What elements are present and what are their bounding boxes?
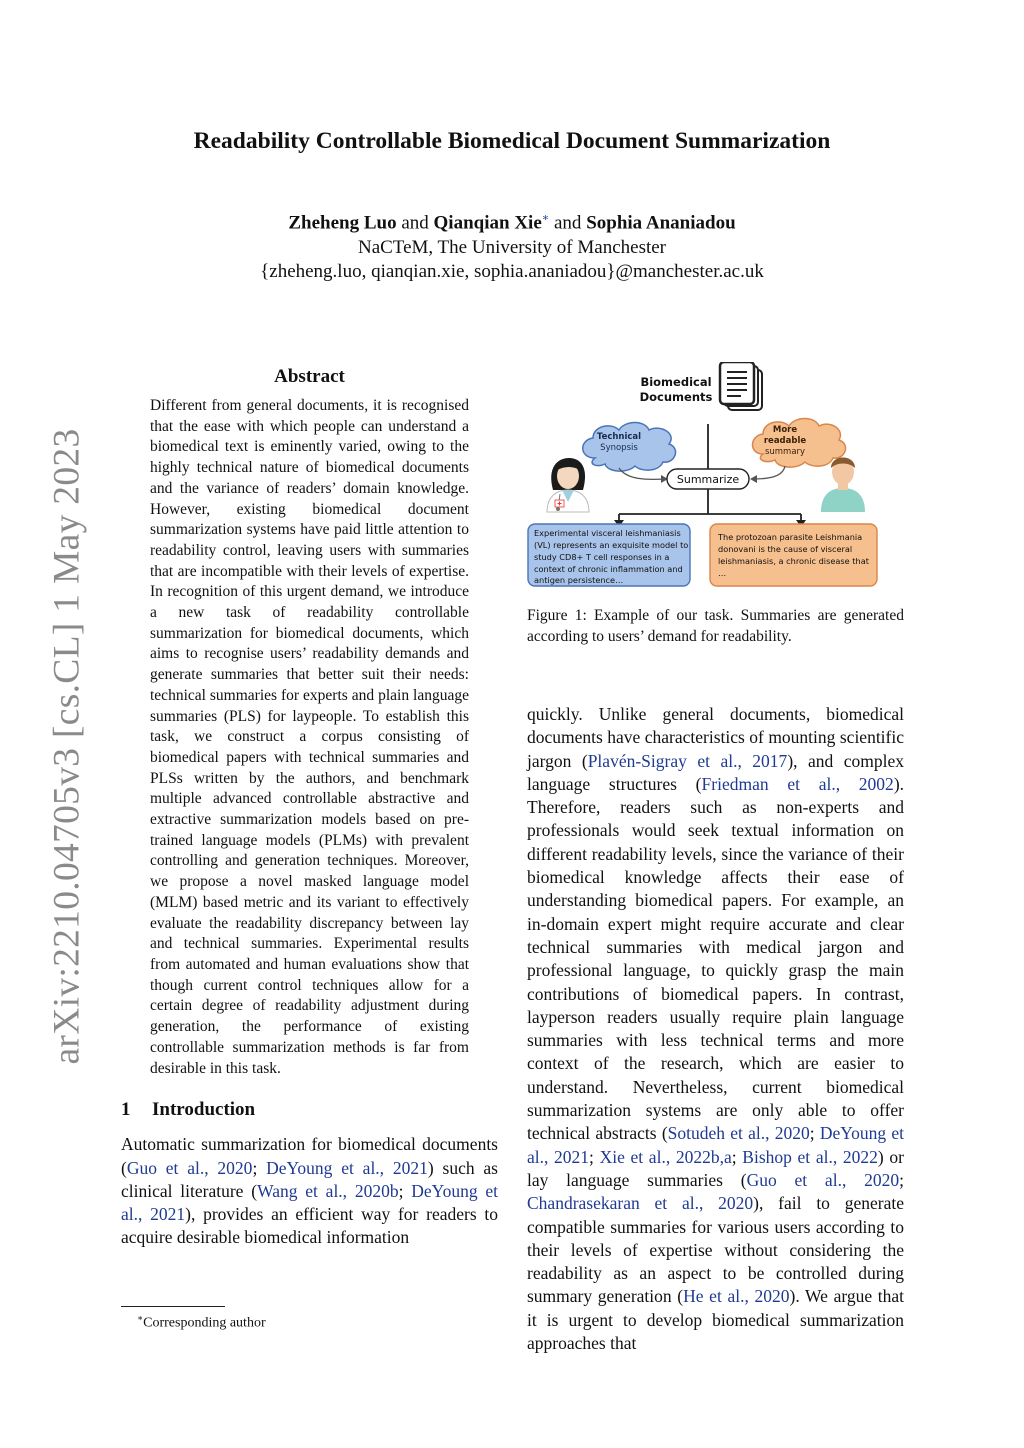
- abstract-heading: Abstract: [274, 366, 345, 387]
- plain-line-1: The protozoan parasite Leishmania: [718, 532, 863, 542]
- technical-line-5: antigen persistence…: [534, 575, 624, 585]
- plain-line-2: donovani is the cause of visceral: [718, 544, 853, 554]
- text-run: ), fail to generate compatible summaries for various users according to their levels of expertise without considering the readability as an aspect to be controlled during summary generation (: [527, 1193, 904, 1307]
- figure-1: [527, 362, 904, 592]
- figure-caption: Figure 1: Example of our task. Summaries are generated according to users’ demand for readability.: [527, 607, 904, 645]
- arrow-right-curve: [753, 466, 785, 479]
- text-run: ) or lay language summaries (: [527, 1146, 904, 1190]
- abstract-text: Different from general documents, it is recognised that the ease with which people can understand a biomedical text is eminently varied, owing to the highly technical nature of biomedical documents and the variance of readers’ domain knowledge. However, existing biomedical document summarization systems have paid little attention to readability control, leaving users with summaries that are incompatible with their levels of expertise. In recognition of this urgent demand, we introduce a new task of readability controllable summarization for biomedical documents, which aims to recognise users’ readability demands and generate summaries that better suit their needs: technical summaries for experts and plain language summaries (PLS) for laypeople. To establish this task, we construct a corpus consisting of biomedical papers with technical summaries and PLSs written by the authors, and benchmark multiple advanced controllable abstractive and extractive summarization models based on pre-trained language models (PLMs) with prevalent controlling and generation techniques. Moreover, we propose a novel masked language model (MLM) based metric and its variant to effectively evaluate the readability discrepancy between lay and technical summaries. Experimental results from automated and human evaluations show that though current control techniques allow for a certain degree of readability adjustment during generation, the performance of existing controllable summarization methods is far from desirable in this task.: [150, 397, 469, 1077]
- technical-synopsis-cloud: [583, 423, 676, 472]
- arrowhead-right: [750, 475, 757, 483]
- author-emails: {zheheng.luo, qianqian.xie, sophia.ananiadou}@manchester.ac.uk: [260, 261, 764, 283]
- text-run: ;: [731, 1146, 743, 1167]
- plain-line-4: …: [718, 568, 727, 578]
- text-run: ;: [252, 1157, 267, 1178]
- text-run: quickly. Unlike general documents, biomedical documents have characteristics of mounting scientific jargon (: [527, 704, 904, 771]
- citation-link[interactable]: Guo et al., 2020: [746, 1169, 900, 1190]
- technical-line-2: (VL) represents an exquisite model to: [534, 540, 689, 550]
- author-3: Sophia Ananiadou: [586, 212, 736, 234]
- text-run: ;: [899, 1169, 904, 1190]
- author-2: Qianqian Xie: [433, 212, 542, 234]
- author-1: Zheheng Luo: [288, 212, 397, 234]
- citation-link[interactable]: Sotudeh et al., 2020: [667, 1123, 810, 1144]
- intro-paragraph-2: [527, 703, 904, 1355]
- text-run: ). Therefore, readers such as non-experts and professionals would seek textual information on different readability levels, since the variance of their biomedical knowledge affects their ease of understanding biomedical papers. For example, an in-domain expert might require accurate and clear technical summaries with medical jargon and professional language, to quickly grasp the main contributions of biomedical papers. In contrast, layperson readers usually require plain language summaries with less technical terms and more context of the research, which are easier to understand. Nevertheless, current biomedical summarization systems are only able to offer technical abstracts (: [527, 773, 905, 1144]
- text-run: ), and complex language structures (: [527, 750, 905, 794]
- citation-link[interactable]: DeYoung et al., 2021: [266, 1157, 428, 1178]
- text-run: ), provides an efficient way for readers to acquire desirable biomedical information: [121, 1204, 498, 1248]
- citation-link[interactable]: He et al., 2020: [683, 1286, 790, 1307]
- plain-line-3: leishmaniasis, a chronic disease that: [718, 556, 869, 566]
- arxiv-stamp: [45, 427, 89, 1065]
- text-run: ;: [809, 1123, 820, 1144]
- footnote: [137, 1313, 266, 1332]
- citation-link[interactable]: DeYoung et al., 2021: [527, 1123, 904, 1167]
- footnote-text: Corresponding author: [143, 1315, 266, 1331]
- text-run: Automatic summarization for biomedical documents (: [121, 1134, 498, 1178]
- citation-link[interactable]: Friedman et al., 2002: [701, 773, 894, 794]
- section-heading-introduction: [121, 1099, 498, 1121]
- author-block: [0, 206, 1024, 285]
- layperson-icon: [821, 458, 865, 513]
- left-column: [121, 366, 498, 1250]
- technical-line-3: study CD8+ T cell responses in a: [534, 552, 670, 562]
- more-readable-cloud: [753, 419, 846, 468]
- affiliation: NaCTeM, The University of Manchester: [357, 236, 667, 258]
- citation-link[interactable]: DeYoung et al., 2021: [121, 1180, 498, 1225]
- cloud-left-line-1: Technical: [596, 432, 642, 442]
- documents-icon: [720, 362, 762, 410]
- footnote-rule: [121, 1306, 225, 1307]
- summarize-label: Summarize: [676, 473, 740, 486]
- section-number: 1: [121, 1099, 131, 1121]
- technical-line-1: Experimental visceral leishmaniasis: [534, 528, 681, 538]
- citation-link[interactable]: Xie et al., 2022b,a: [599, 1146, 732, 1167]
- citation-link[interactable]: Guo et al., 2020: [126, 1157, 253, 1178]
- section-title: Introduction: [152, 1099, 256, 1121]
- intro-paragraph-1: [121, 1133, 498, 1249]
- author-sep-2: and: [549, 212, 587, 234]
- cloud-right-line-3: summary: [764, 447, 806, 457]
- author-names: [0, 206, 1024, 236]
- citation-link[interactable]: Plavén-Sigray et al., 2017: [587, 750, 788, 771]
- citation-link[interactable]: Chandrasekaran et al., 2020: [527, 1193, 754, 1214]
- cloud-left-line-2: Synopsis: [600, 443, 638, 453]
- documents-label-1: Biomedical: [640, 375, 712, 389]
- text-run: ;: [398, 1180, 412, 1201]
- cloud-right-line-1: More: [772, 425, 798, 435]
- paper-title: Readability Controllable Biomedical Document Summarization: [193, 128, 831, 154]
- doctor-icon: [547, 458, 589, 512]
- author-sep-1: and: [396, 212, 434, 234]
- cloud-right-line-2: readable: [763, 436, 807, 446]
- corresponding-mark: ∗: [541, 212, 550, 224]
- documents-label-2: Documents: [639, 390, 713, 404]
- figure-diagram: [527, 362, 904, 592]
- text-run: ). We argue that it is urgent to develop biomedical summarization approaches that: [527, 1286, 905, 1354]
- citation-link[interactable]: Bishop et al., 2022: [742, 1146, 878, 1167]
- technical-line-4: context of chronic inflammation and: [534, 564, 683, 574]
- text-run: ) such as clinical literature (: [121, 1157, 498, 1201]
- citation-link[interactable]: Wang et al., 2020b: [257, 1180, 399, 1201]
- arxiv-stamp-text: arXiv:2210.04705v3 [cs.CL] 1 May 2023: [46, 427, 88, 1065]
- footnote-mark: ∗: [137, 1313, 144, 1323]
- text-run: ;: [589, 1146, 600, 1167]
